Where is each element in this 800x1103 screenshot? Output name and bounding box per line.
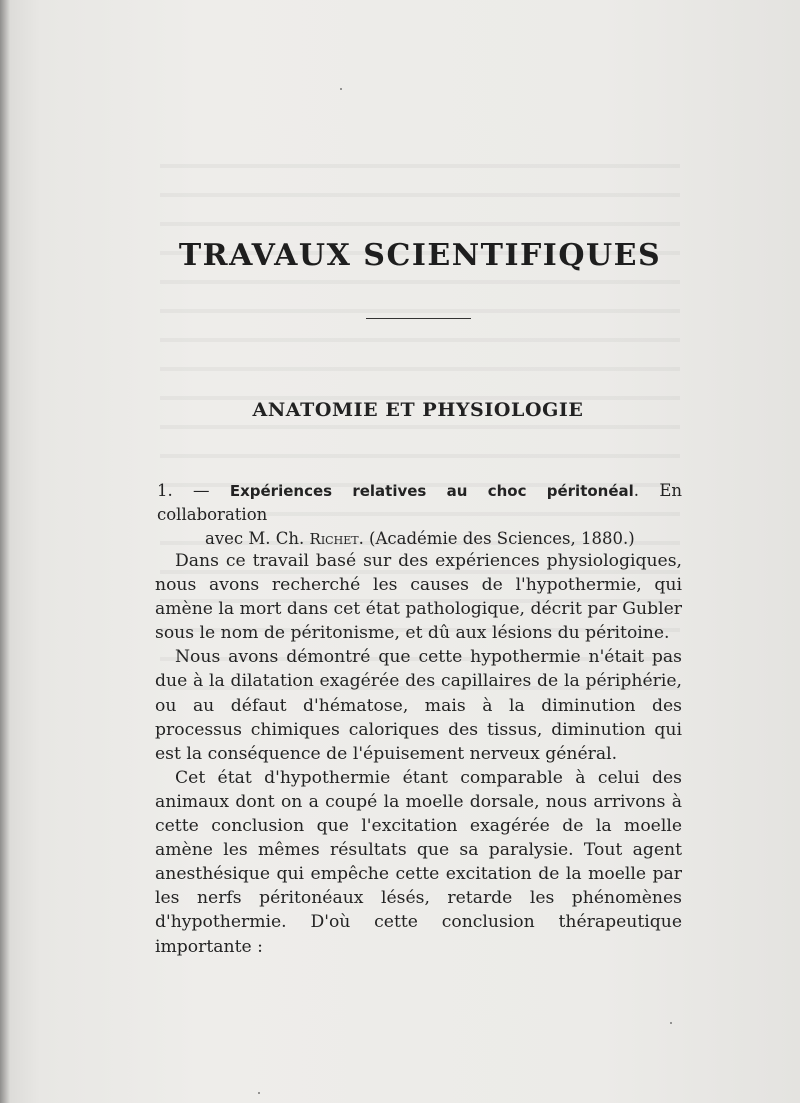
entry-source: . (Académie des Sciences, 1880.) <box>358 529 635 548</box>
entry-line-2 <box>157 527 682 551</box>
entry-line-1 <box>157 479 682 527</box>
title-divider <box>366 318 471 319</box>
main-title: TRAVAUX SCIENTIFIQUES <box>178 238 662 273</box>
entry-title: Expériences relatives au choc péritonéal <box>229 482 634 500</box>
section-title: ANATOMIE ET PHYSIOLOGIE <box>252 399 584 421</box>
paper-speck <box>340 88 342 90</box>
paragraph-3: Cet état d'hypothermie étant comparable à celui des animaux dont on a coupé la moelle dorsale, nous arrivons à cette conclusion que l'excitation exagérée de la moelle amène les mêmes résultats que sa paralysie. Tout agent anesthésique qui empêche cette excitation de la moelle par les nerfs péritonéaux lésés, retarde les phénomènes d'hypothermie. D'où cette conclusion thérapeutique importante : <box>155 767 682 957</box>
bibliography-entry <box>157 479 682 551</box>
entry-collaboration: . En collaboration <box>157 481 682 524</box>
entry-coauthor: Richet <box>309 530 359 548</box>
paper-speck <box>258 1092 260 1094</box>
page-gutter-shadow <box>0 0 10 1103</box>
body-text <box>155 549 682 959</box>
entry-coauthor-prefix: avec M. Ch. <box>205 529 310 548</box>
paragraph-1: Dans ce travail basé sur des expériences physiologiques, nous avons recherché les causes de l'hypothermie, qui amène la mort dans cet état pathologique, décrit par Gubler sous le nom de péritonisme, et dû aux lésions du péritoine. <box>155 551 682 644</box>
paper-speck <box>670 1022 672 1024</box>
paragraph-2: Nous avons démontré que cette hypothermie n'était pas due à la dilatation exagérée des capillaires de la périphérie, ou au défaut d'hématose, mais à la diminution des processus chimiques caloriques des tissus, diminution qui est la conséquence de l'épuisement nerveux général. <box>155 647 682 764</box>
entry-number: 1. — <box>157 481 230 500</box>
